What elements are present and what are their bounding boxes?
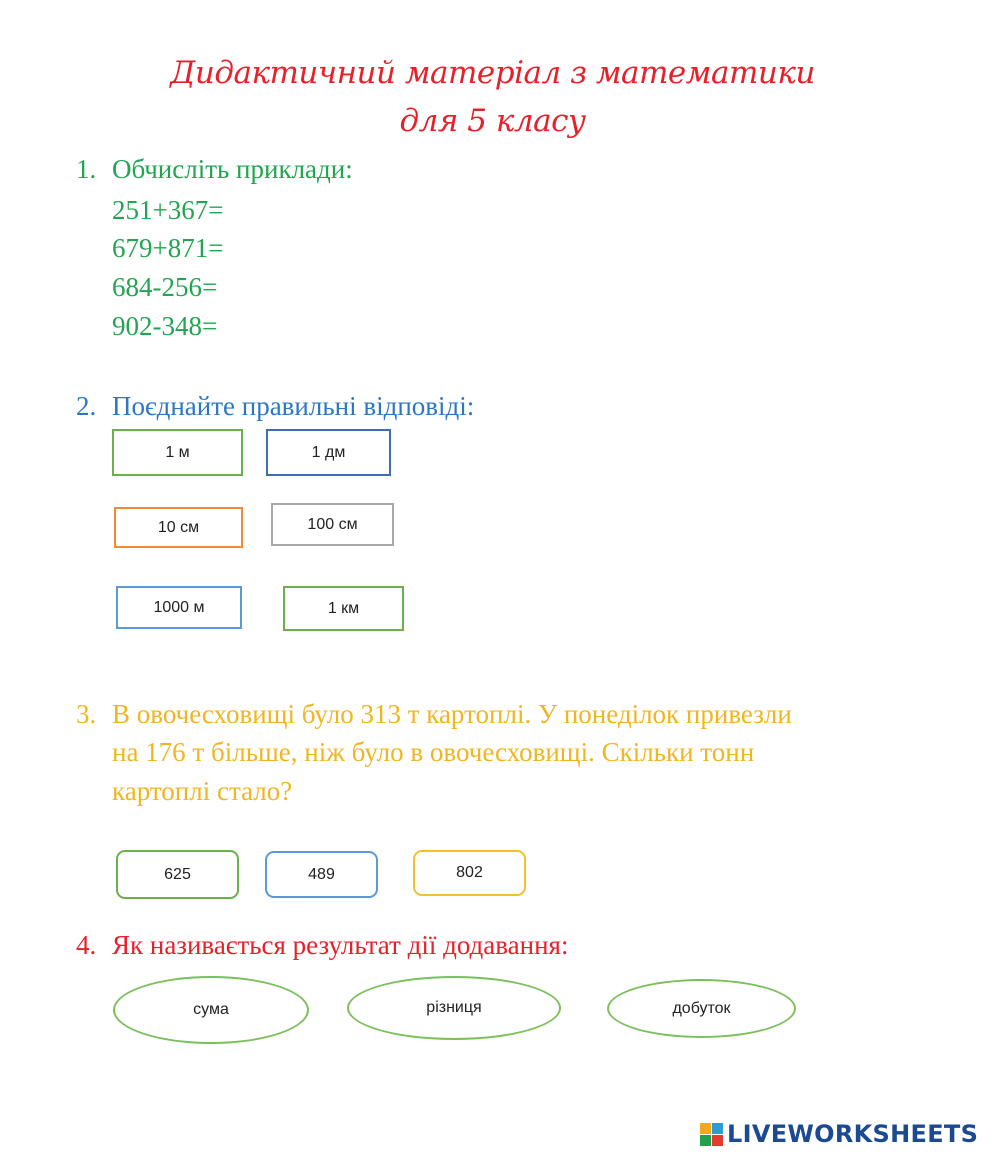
answer-option-riznytsia[interactable]: різниця xyxy=(347,976,561,1040)
q1-text: Обчисліть приклади: xyxy=(112,154,353,184)
q1-example-3: 684-256= xyxy=(112,272,218,302)
match-box-1m[interactable]: 1 м xyxy=(112,429,243,476)
q4-text: Як називається результат дії додавання: xyxy=(112,930,569,960)
title-line-2: для 5 класу xyxy=(399,103,586,139)
logo-blocks-icon xyxy=(700,1123,723,1146)
q3-text-line-3: картоплі стало? xyxy=(112,776,293,806)
q1-number: 1. xyxy=(76,154,97,184)
liveworksheets-logo[interactable] xyxy=(700,1117,978,1151)
q1-example-1: 251+367= xyxy=(112,195,224,225)
answer-option-489[interactable]: 489 xyxy=(265,851,378,898)
match-box-100cm[interactable]: 100 см xyxy=(271,503,394,546)
q1-example-2: 679+871= xyxy=(112,233,224,263)
answer-option-dobutok[interactable]: добуток xyxy=(607,979,796,1038)
q2-number: 2. xyxy=(76,391,97,421)
match-box-1000m[interactable]: 1000 м xyxy=(116,586,242,629)
q3-text-line-1: В овочесховищі було 313 т картоплі. У понеділок привезли xyxy=(112,699,792,729)
answer-option-suma[interactable]: сума xyxy=(113,976,309,1044)
q3-number: 3. xyxy=(76,699,97,729)
q3-text-line-2: на 176 т більше, ніж було в овочесховищі. Скільки тонн xyxy=(112,737,755,767)
answer-option-625[interactable]: 625 xyxy=(116,850,239,899)
match-box-10cm[interactable]: 10 см xyxy=(114,507,243,548)
logo-text: LIVEWORKSHEETS xyxy=(727,1120,979,1148)
match-box-1dm[interactable]: 1 дм xyxy=(266,429,391,476)
q2-text: Поєднайте правильні відповіді: xyxy=(112,391,475,421)
q4-number: 4. xyxy=(76,930,97,960)
q1-example-4: 902-348= xyxy=(112,311,218,341)
title-line-1: Дидактичний матеріал з математики xyxy=(170,55,815,91)
match-box-1km[interactable]: 1 км xyxy=(283,586,404,631)
answer-option-802[interactable]: 802 xyxy=(413,850,526,896)
